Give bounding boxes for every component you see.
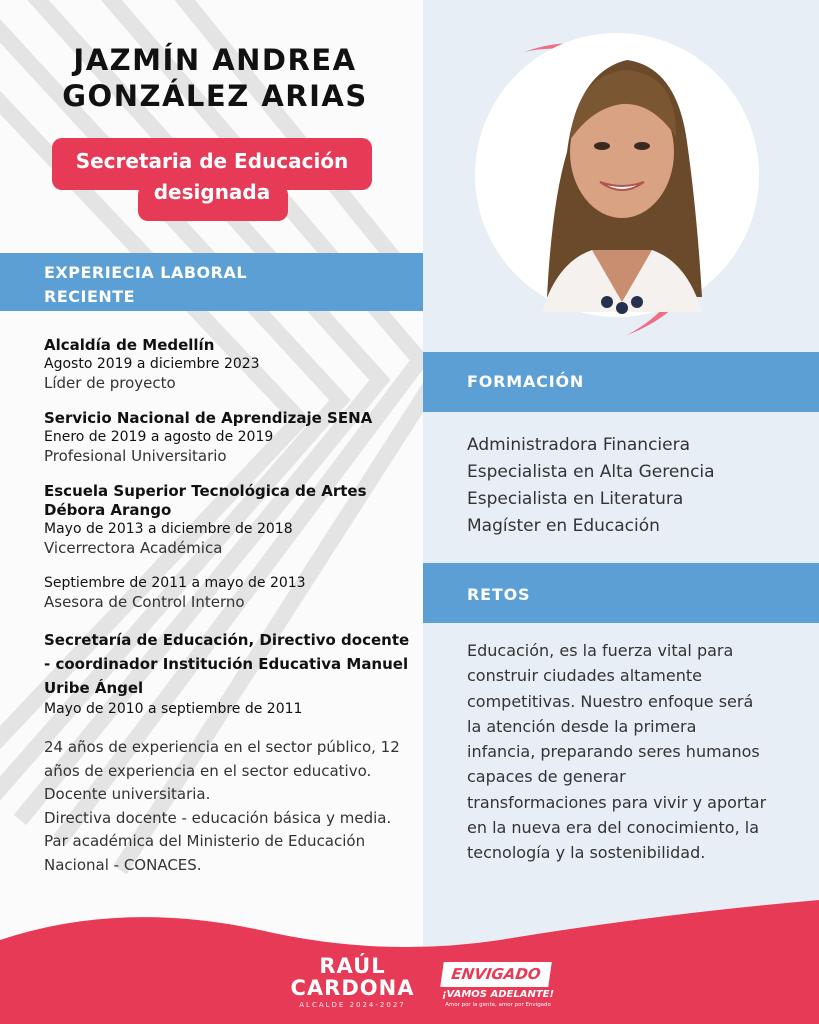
experience-org: Servicio Nacional de Aprendizaje SENA: [44, 409, 373, 427]
raul-name-line-1: RAÚL: [319, 954, 386, 978]
formacion-list: [467, 432, 797, 540]
experience-role: Asesora de Control Interno: [44, 593, 245, 611]
envigado-logo-slogan: ¡VAMOS ADELANTE!: [441, 989, 555, 1000]
formacion-item: Magíster en Educación: [467, 516, 660, 536]
role-line-2: designada: [153, 180, 271, 204]
person-name: [50, 42, 380, 114]
experience-dates: Septiembre de 2011 a mayo de 2013: [44, 575, 306, 591]
envigado-logo-tagline: Amor por la gente, amor por Envigado: [445, 1002, 551, 1008]
formacion-item: Administradora Financiera: [467, 435, 691, 455]
retos-title: RETOS: [467, 585, 531, 604]
raul-subtitle: ALCALDE 2024-2027: [299, 1001, 406, 1009]
experience-dates: Mayo de 2010 a septiembre de 2011: [44, 701, 303, 717]
experience-dates: Agosto 2019 a diciembre 2023: [44, 356, 260, 372]
experience-role: Líder de proyecto: [44, 374, 176, 392]
role-line-1: Secretaria de Educación: [75, 149, 349, 173]
experience-title: [44, 261, 304, 309]
experience-item: [44, 482, 414, 558]
experience-title-line-2: RECIENTE: [44, 287, 136, 306]
summary-line: Docente universitaria.: [44, 785, 211, 803]
experience-title-line-1: EXPERIECIA LABORAL: [44, 263, 248, 282]
experience-item: [44, 628, 414, 718]
role-text: [52, 146, 372, 208]
experience-list: [44, 336, 414, 877]
experience-item: [44, 574, 414, 612]
experience-item: [44, 409, 414, 466]
raul-name-line-2: CARDONA: [290, 976, 415, 1000]
experience-role: Vicerrectora Académica: [44, 539, 223, 557]
profile-photo: [462, 12, 792, 338]
experience-dates: Enero de 2019 a agosto de 2019: [44, 429, 274, 445]
formacion-item: Especialista en Literatura: [467, 489, 684, 509]
summary-line: Directiva docente - educación básica y media. Par académica del Ministerio de Educación Nacional - CONACES.: [44, 808, 392, 874]
envigado-logo-title: ENVIGADO: [440, 962, 552, 987]
formacion-title: FORMACIÓN: [467, 372, 585, 391]
summary-line: 24 años de experiencia en el sector público, 12 años de experiencia en el sector educativo.: [44, 738, 400, 780]
experience-summary: [44, 736, 414, 877]
raul-cardona-logo: [280, 955, 425, 1009]
experience-item: [44, 336, 414, 393]
photo-frame-art: [462, 12, 792, 338]
name-line-1: JAZMÍN ANDREA: [73, 43, 357, 77]
retos-text: Educación, es la fuerza vital para construir ciudades altamente competitivas. Nuestro enfoque será la atención desde la primera infancia, preparando seres humanos capaces de generar transformaciones para vivir y aportar en la nueva era del conocimiento, la tecnología y la sostenibilidad.: [467, 641, 767, 863]
experience-dates: Mayo de 2013 a diciembre de 2018: [44, 521, 293, 537]
experience-org: Alcaldía de Medellín: [44, 336, 215, 354]
experience-org: Escuela Superior Tecnológica de Artes Débora Arango: [44, 482, 367, 519]
experience-org: Secretaría de Educación, Directivo docente - coordinador Institución Educativa Manuel Uribe Ángel: [44, 631, 410, 697]
experience-role: Profesional Universitario: [44, 447, 227, 465]
formacion-item: Especialista en Alta Gerencia: [467, 462, 715, 482]
name-line-2: GONZÁLEZ ARIAS: [62, 79, 368, 113]
